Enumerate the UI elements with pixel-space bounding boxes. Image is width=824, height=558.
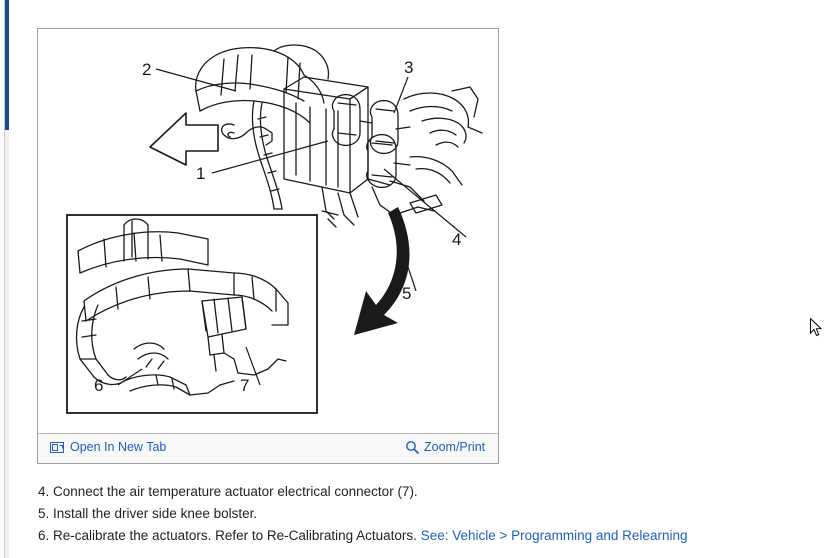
figure-callout-4: 4 [452,230,462,249]
step-text: 6. Re-calibrate the actuators. Refer to Re-Calibrating Actuators. [38,528,421,543]
left-accent-strip [5,0,9,130]
open-in-new-tab-link[interactable]: Open In New Tab [70,440,167,454]
list-item [38,504,778,524]
figure-callout-1: 1 [196,164,206,183]
figure-toolbar [38,433,498,463]
procedure-steps [38,482,778,548]
programming-and-relearning-link[interactable]: See: Vehicle > Programming and Relearning [420,528,688,543]
figure-callout-7: 7 [240,376,250,395]
new-tab-icon [50,440,65,455]
zoom-print-link[interactable]: Zoom/Print [424,440,486,454]
list-item [38,482,778,502]
list-item [38,526,778,546]
figure-callout-5: 5 [402,284,412,303]
figure-callout-3: 3 [404,58,414,77]
figure-callout-2: 2 [142,60,152,79]
mouse-cursor [810,318,822,337]
step-text: 5. Install the driver side knee bolster. [38,506,258,521]
step-text: 4. Connect the air temperature actuator electrical connector (7). [38,484,418,499]
left-gutter-strip [5,130,9,558]
figure-illustration [38,29,498,433]
magnifier-icon [405,440,420,455]
figure-callout-6: 6 [94,376,104,395]
figure-panel [37,28,499,464]
